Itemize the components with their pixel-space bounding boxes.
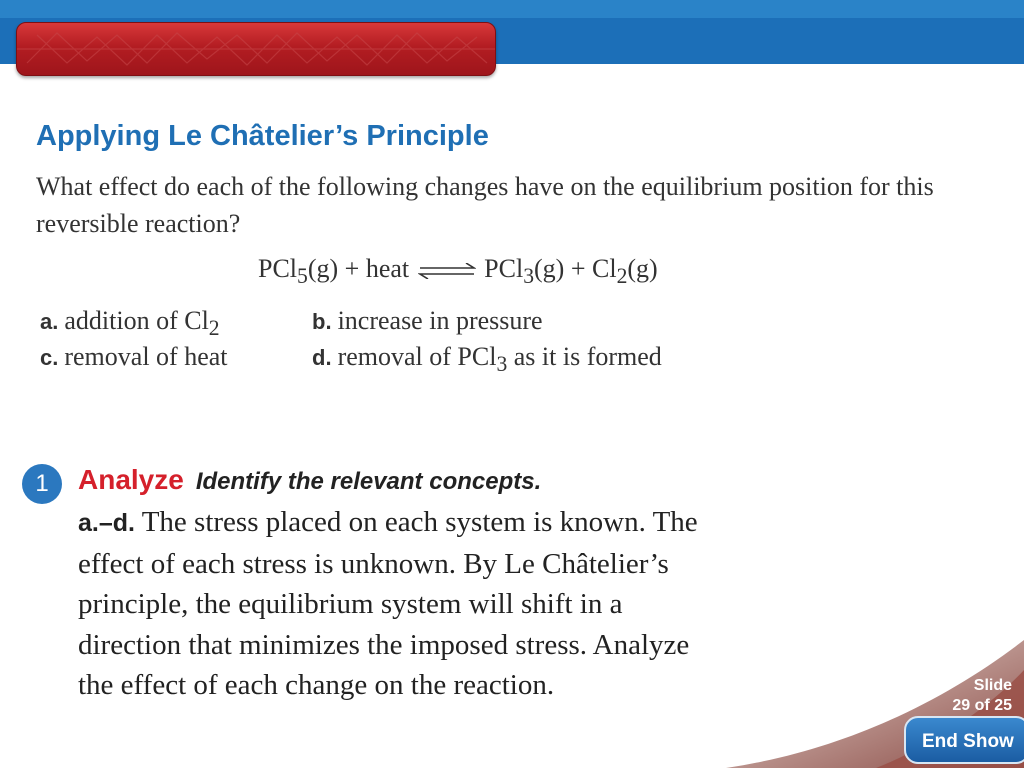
analyze-lead: a.–d.: [78, 509, 135, 537]
top-bar-highlight: [0, 0, 1024, 18]
intro-text: What effect do each of the following changes have on the equilibrium position for this reversible reaction?: [36, 172, 934, 238]
item-letter: a.: [40, 309, 59, 334]
question-item-d: [312, 342, 662, 377]
item-letter: d.: [312, 345, 332, 370]
red-banner: [16, 22, 496, 76]
eq-right-state-a: (g) + Cl: [534, 254, 617, 283]
question-item-a: [40, 306, 220, 341]
item-text-after: as it is formed: [507, 342, 662, 371]
item-text: removal of heat: [64, 342, 228, 371]
equilibrium-arrow-icon: [418, 263, 476, 279]
eq-right-state-b: (g): [627, 254, 658, 283]
eq-pcl3-sub: 3: [523, 264, 535, 289]
eq-pcl5-sub: 5: [297, 264, 308, 289]
item-letter: c.: [40, 345, 59, 370]
red-banner-texture-icon: [17, 23, 495, 75]
analyze-subtitle: Identify the relevant concepts.: [195, 468, 542, 495]
slide-counter: [952, 676, 1012, 716]
item-text: addition of Cl: [64, 306, 209, 335]
eq-pcl5: PCl: [258, 254, 298, 283]
analyze-body: [78, 502, 718, 706]
slide-label: Slide: [973, 677, 1012, 694]
step-number-badge: 1: [22, 464, 62, 504]
eq-left-state: (g) + heat: [307, 254, 410, 283]
analyze-body-text: The stress placed on each system is known. The effect of each stress is unknown. By Le Châtelier’s principle, the equilibrium system will shift in a direction that minimizes the imposed stress. Analyze the effect of each change on the reaction.: [78, 506, 698, 701]
item-text: increase in pressure: [337, 306, 543, 335]
question-item-b: [312, 306, 543, 336]
item-text: removal of PCl: [337, 342, 497, 371]
slide-count: 29 of 25: [952, 697, 1012, 714]
item-sub: 3: [496, 352, 508, 377]
item-sub: 2: [208, 316, 220, 341]
end-show-button[interactable]: End Show: [904, 716, 1024, 764]
analyze-label: Analyze: [78, 464, 184, 495]
item-letter: b.: [312, 309, 332, 334]
question-item-c: [40, 342, 228, 372]
eq-pcl3: PCl: [484, 254, 524, 283]
section-title: Applying Le Châtelier’s Principle: [36, 120, 489, 152]
eq-cl2-sub: 2: [616, 264, 628, 289]
step-heading: [78, 464, 541, 496]
chemical-equation: [258, 254, 658, 289]
